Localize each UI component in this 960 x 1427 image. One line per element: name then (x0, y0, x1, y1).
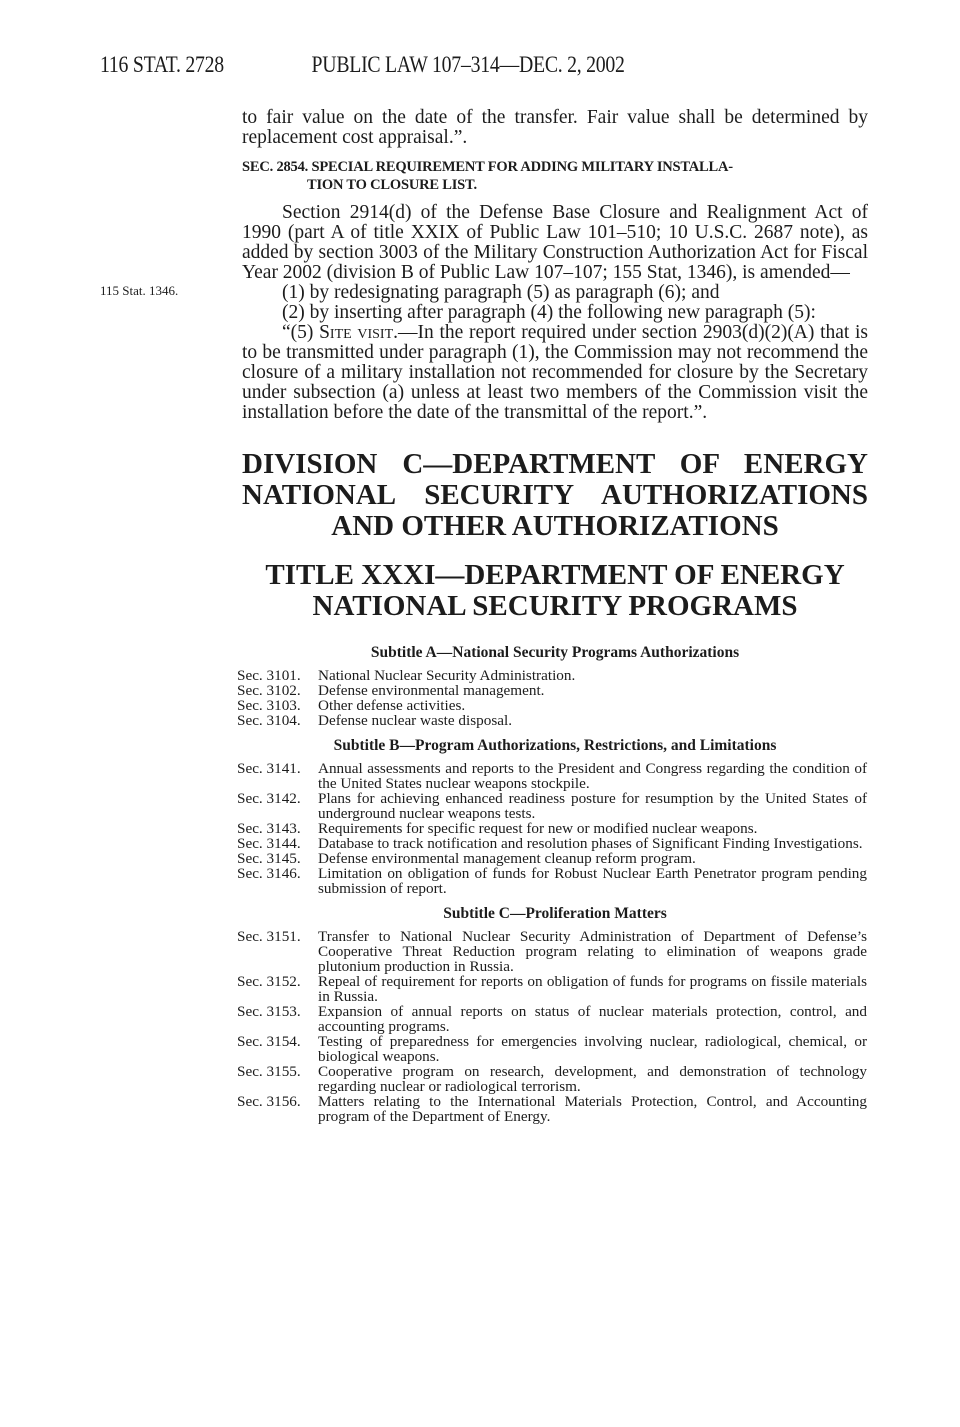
toc-section-title: Matters relating to the International Materials Protection, Control, and Accounting program of the Department of Energy. (318, 1093, 867, 1125)
section-2854-intro: Section 2914(d) of the Defense Base Closure and Realignment Act of 1990 (part A of title XXIX of Public Law 101–510; 10 U.S.C. 2687 note), as added by section 3003 of the Military Construction Authorization Act for Fiscal Year 2002 (division B of Public Law 107–107; 155 Stat, 1346), is amended— (242, 202, 868, 283)
amendment-item-2: (2) by inserting after paragraph (4) the following new paragraph (5): (282, 302, 816, 323)
toc-section-number: Sec. 3102. (237, 682, 301, 699)
subtitle-heading: Subtitle B—Program Authorizations, Restrictions, and Limitations (333, 737, 777, 754)
toc-list (237, 761, 867, 896)
toc-entry (237, 929, 867, 974)
toc-section-number: Sec. 3151. (237, 928, 301, 945)
toc-section-title: Defense environmental management cleanup reform program. (318, 850, 696, 867)
toc-section-number: Sec. 3101. (237, 667, 301, 684)
toc-entry (237, 791, 867, 821)
toc-section-title: Defense environmental management. (318, 682, 545, 699)
subtitle-c (237, 905, 868, 1125)
toc-section-number: Sec. 3141. (237, 760, 301, 777)
toc-entry (237, 821, 867, 836)
toc-section-number: Sec. 3142. (237, 790, 301, 807)
toc-section-number: Sec. 3152. (237, 973, 301, 990)
section-heading-line-2: TION TO CLOSURE LIST. (307, 177, 477, 193)
toc-section-title: Plans for achieving enhanced readiness posture for resumption by the United States of underground nuclear weapons tests. (318, 790, 867, 822)
section-heading-line-1: SEC. 2854. SPECIAL REQUIREMENT FOR ADDING MILITARY INSTALLA- (242, 159, 733, 175)
subtitle-heading: Subtitle A—National Security Programs Authorizations (370, 644, 740, 661)
public-law-date: PUBLIC LAW 107–314—DEC. 2, 2002 (311, 52, 625, 77)
subtitle-heading: Subtitle C—Proliferation Matters (443, 905, 667, 922)
toc-entry (237, 1034, 867, 1064)
toc-section-title: Annual assessments and reports to the President and Congress regarding the condition of the United States nuclear weapons stockpile. (318, 760, 867, 792)
toc-entry (237, 698, 867, 713)
section-heading-2854 (242, 158, 868, 194)
quoted-heading-site-visit: Site visit (319, 322, 394, 343)
toc-section-number: Sec. 3156. (237, 1093, 301, 1110)
subtitle-a (237, 644, 868, 729)
toc-entry (237, 836, 867, 851)
title-line-2: NATIONAL SECURITY PROGRAMS (312, 590, 798, 622)
toc-section-title: Transfer to National Nuclear Security Administration of Department of Defense’s Cooperative Threat Reduction program relating to elimination of weapons grade plutonium production in Russia. (318, 928, 867, 975)
stat-page-number: 116 STAT. 2728 (100, 52, 224, 77)
amendment-item-1: (1) by redesignating paragraph (5) as paragraph (6); and (282, 282, 720, 303)
toc-section-title: Database to track notification and resolution phases of Significant Finding Investigations. (318, 835, 863, 852)
title-heading (242, 560, 868, 622)
toc-section-number: Sec. 3145. (237, 850, 301, 867)
toc-list (237, 668, 867, 728)
division-heading: DIVISION C—DEPARTMENT OF ENERGY NATIONAL SECURITY AUTHORIZATIONS AND OTHER AUTHORIZATIONS (242, 448, 868, 542)
toc-entry (237, 974, 867, 1004)
toc-entry (237, 1094, 867, 1124)
toc-section-title: Expansion of annual reports on status of nuclear materials protection, control, and accounting programs. (318, 1003, 867, 1035)
margin-note-stat-citation: 115 Stat. 1346. (100, 283, 179, 298)
toc-section-number: Sec. 3154. (237, 1033, 301, 1050)
toc-entry (237, 1064, 867, 1094)
toc-section-number: Sec. 3153. (237, 1003, 301, 1020)
toc-entry (237, 851, 867, 866)
toc-entry (237, 713, 867, 728)
toc-list (237, 929, 867, 1124)
toc-section-title: Other defense activities. (318, 697, 466, 714)
toc-section-number: Sec. 3155. (237, 1063, 301, 1080)
toc-section-number: Sec. 3146. (237, 865, 301, 882)
toc-section-number: Sec. 3103. (237, 697, 301, 714)
quoted-body: .—In the report required under section 2903(d)(2)(A) that is to be transmitted under paragraph (1), the Commission may not recommend the closure of a military installation not recommended for closure by the Secretary under subsection (a) unless at least two members of the Commission visit the installation before the date of the transmittal of the report.”. (242, 322, 868, 423)
document-body (237, 100, 868, 1125)
quoted-paragraph-site-visit (242, 323, 868, 423)
toc-section-title: Testing of preparedness for emergencies involving nuclear, radiological, chemical, or biological weapons. (318, 1033, 867, 1065)
toc-section-title: National Nuclear Security Administration. (318, 667, 576, 684)
toc-section-title: Cooperative program on research, development, and demonstration of technology regarding nuclear or radiological terrorism. (318, 1063, 867, 1095)
toc-entry (237, 761, 867, 791)
toc-section-title: Repeal of requirement for reports on obligation of funds for programs on fissile materials in Russia. (318, 973, 867, 1005)
quoted-prefix: “(5) (282, 322, 320, 343)
toc-section-number: Sec. 3144. (237, 835, 301, 852)
toc-entry (237, 866, 867, 896)
toc-entry (237, 683, 867, 698)
title-line-1: TITLE XXXI—DEPARTMENT OF ENERGY (265, 559, 845, 591)
toc-entry (237, 1004, 867, 1034)
toc-entry (237, 668, 867, 683)
subtitle-b (237, 737, 868, 897)
toc-section-title: Requirements for specific request for new or modified nuclear weapons. (318, 820, 758, 837)
toc-section-title: Defense nuclear waste disposal. (318, 712, 512, 729)
toc-section-number: Sec. 3104. (237, 712, 301, 729)
toc-section-title: Limitation on obligation of funds for Robust Nuclear Earth Penetrator program pending submission of report. (318, 865, 867, 897)
opening-paragraph: to fair value on the date of the transfer. Fair value shall be determined by replacement cost appraisal.”. (242, 107, 868, 148)
toc-section-number: Sec. 3143. (237, 820, 301, 837)
